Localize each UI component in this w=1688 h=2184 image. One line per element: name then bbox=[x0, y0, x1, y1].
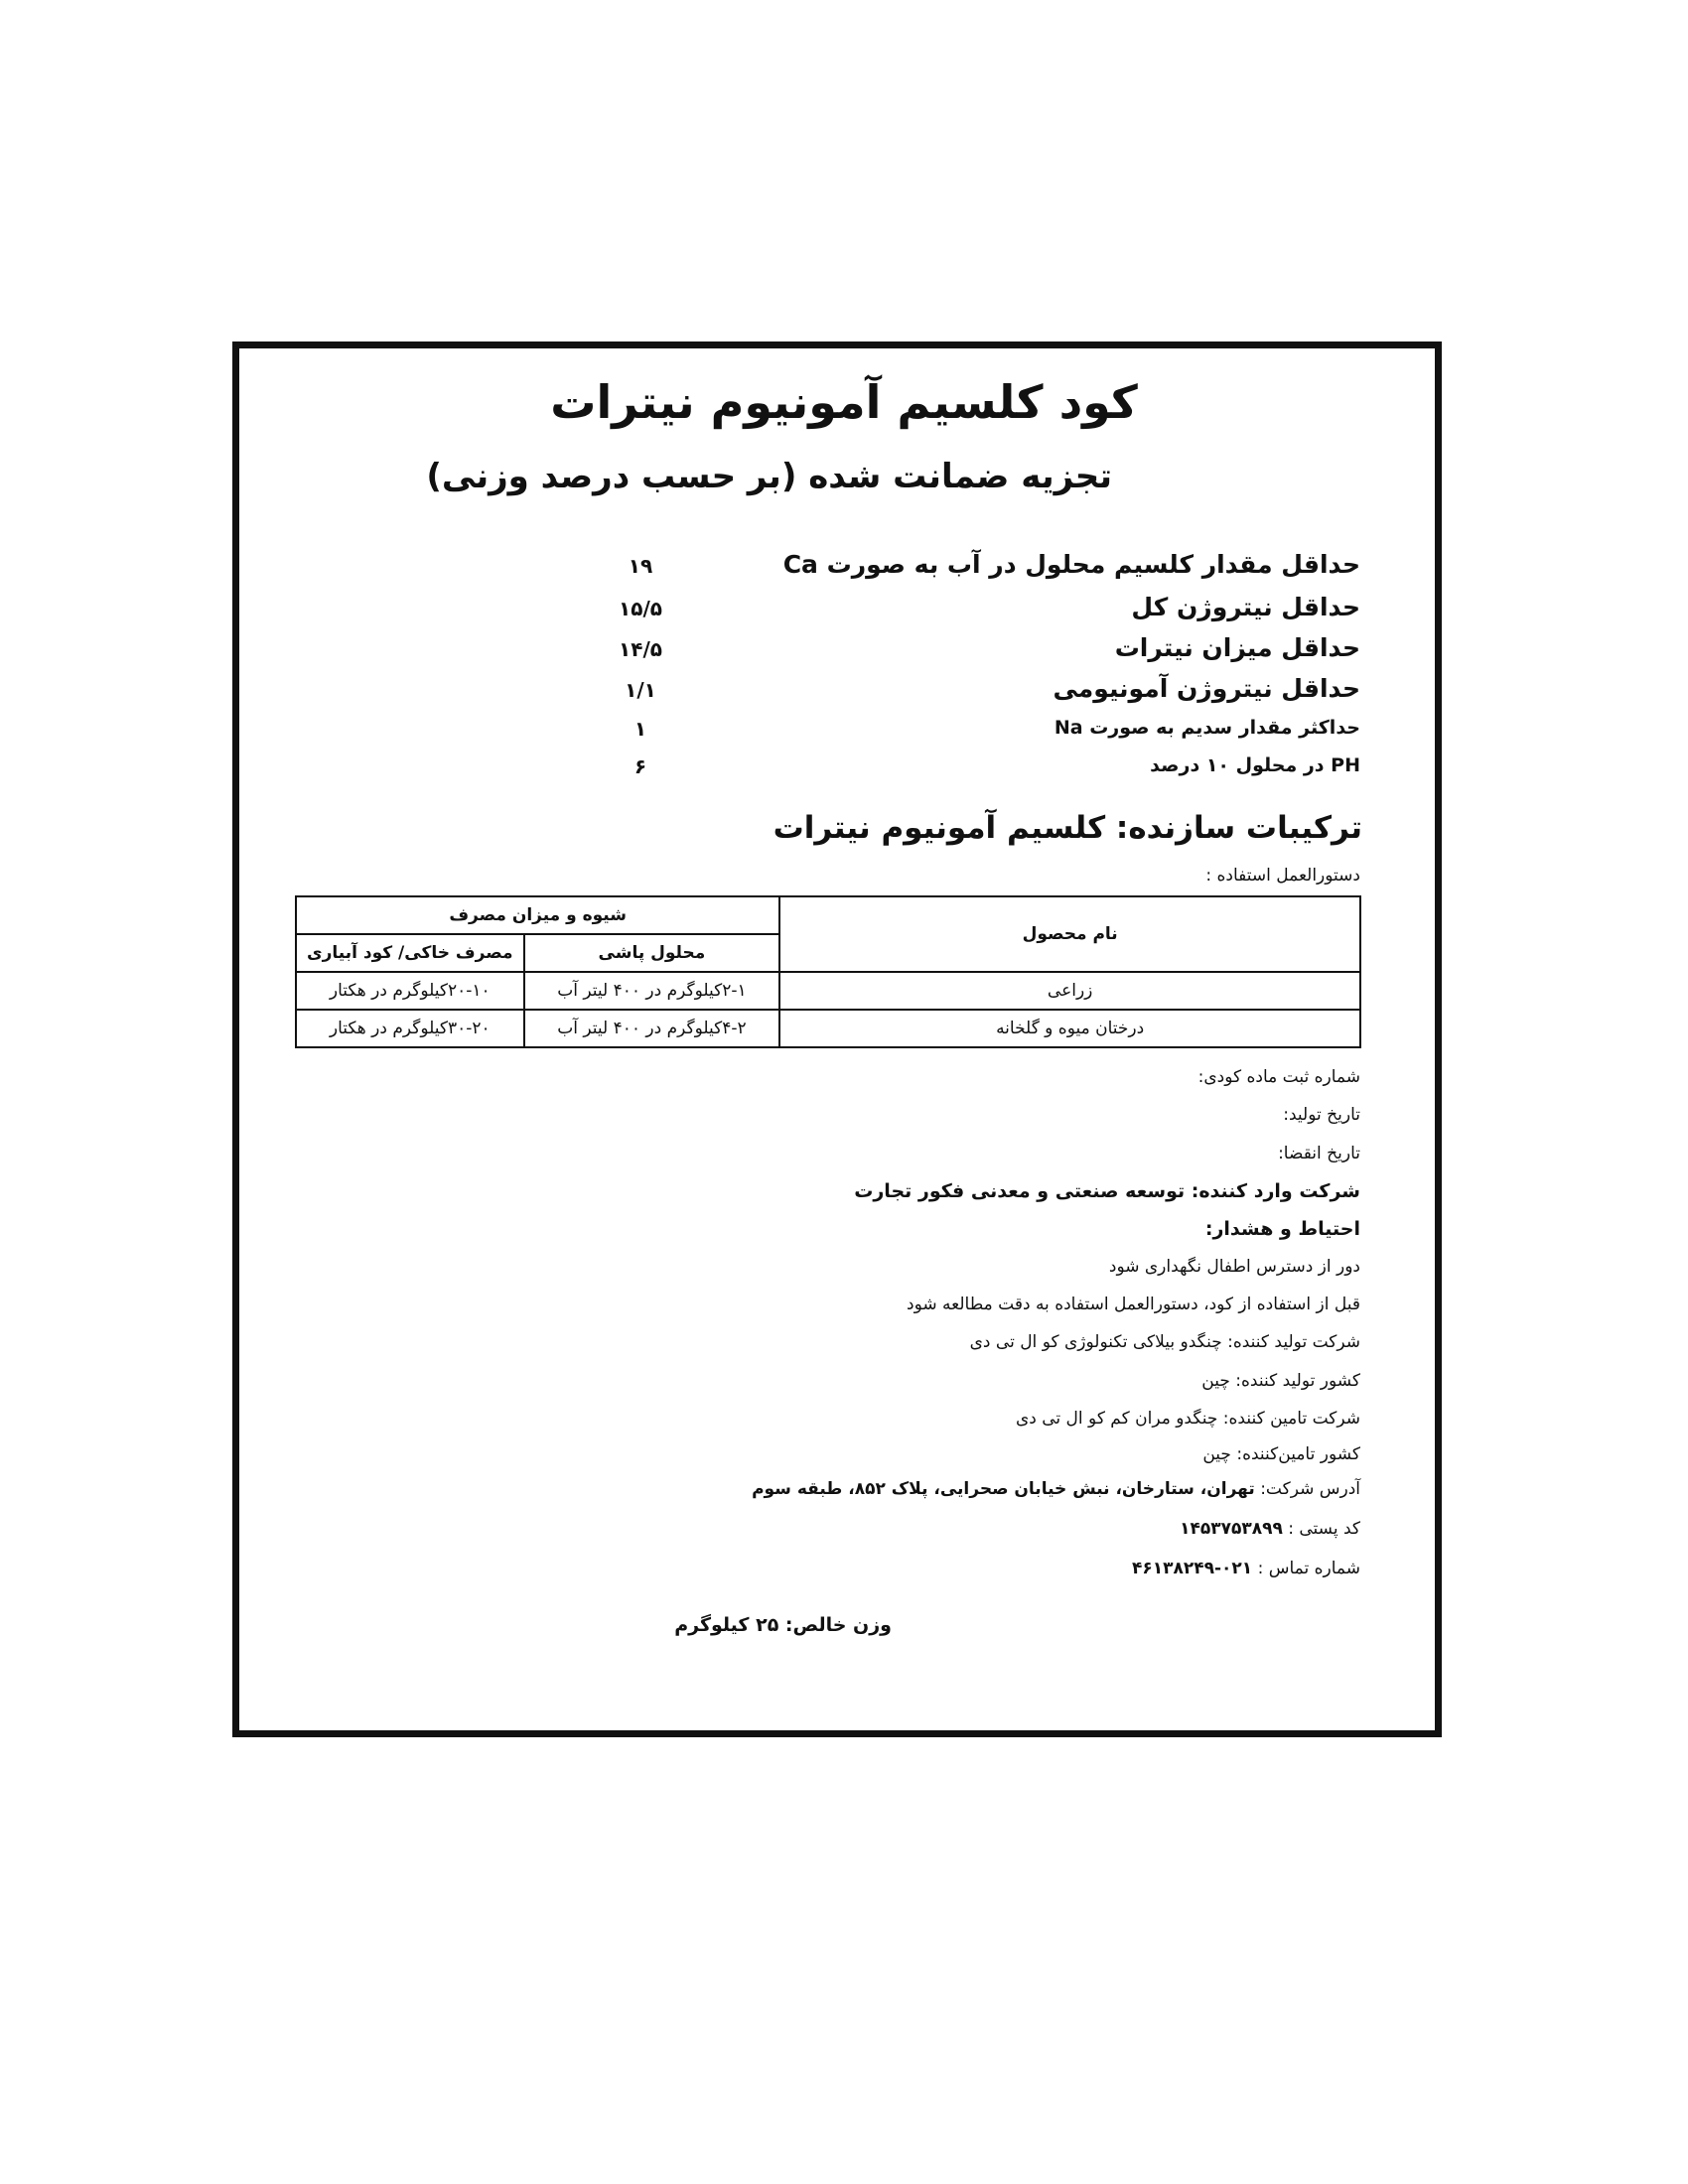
expiry-date: تاریخ انقضا: bbox=[1278, 1144, 1360, 1163]
product-header: نام محصول bbox=[779, 896, 1360, 972]
supplier: شرکت تامین کننده: چنگدو مران کم کو ال تی دی bbox=[1015, 1409, 1360, 1429]
caution-title: احتیاط و هشدار: bbox=[1204, 1218, 1360, 1240]
net-weight: وزن خالص: ۲۵ کیلوگرم bbox=[674, 1614, 892, 1636]
table-row bbox=[296, 972, 1360, 1010]
registration-number: شماره ثبت ماده کودی: bbox=[1197, 1067, 1360, 1087]
importer: شرکت وارد کننده: توسعه صنعتی و معدنی فکور تجارت bbox=[854, 1180, 1360, 1202]
phone-number bbox=[1132, 1559, 1360, 1578]
postal-label: کد پستی : bbox=[1282, 1519, 1360, 1539]
product-cell: درختان میوه و گلخانه bbox=[779, 1010, 1360, 1047]
soil-header: مصرف خاکی/ کود آبیاری bbox=[296, 934, 524, 972]
postal-code bbox=[1180, 1519, 1360, 1539]
composition: ترکیبات سازنده: کلسیم آمونیوم نیترات bbox=[773, 810, 1362, 846]
spec-label-total-nitrogen: حداقل نیتروژن کل bbox=[1131, 593, 1360, 621]
instructions-label: دستورالعمل استفاده : bbox=[1205, 866, 1360, 886]
spec-label-nitrate: حداقل میزان نیترات bbox=[1114, 633, 1360, 662]
spray-cell: ۴-۲کیلوگرم در ۴۰۰ لیتر آب bbox=[524, 1010, 780, 1047]
spec-label-ammonium-nitrogen: حداقل نیتروژن آمونیومی bbox=[1053, 674, 1360, 703]
production-date: تاریخ تولید: bbox=[1283, 1105, 1360, 1125]
spec-value-calcium: ۱۹ bbox=[628, 554, 653, 578]
spec-value-nitrate: ۱۴/۵ bbox=[619, 637, 662, 661]
guaranteed-analysis-heading: تجزیه ضمانت شده (بر حسب درصد وزنی) bbox=[426, 457, 1112, 496]
postal-value: ۱۴۵۳۷۵۳۸۹۹ bbox=[1180, 1519, 1283, 1539]
page-title: کود کلسیم آمونیوم نیترات bbox=[550, 375, 1138, 429]
caution-1: دور از دسترس اطفال نگهداری شود bbox=[1108, 1257, 1360, 1277]
phone-label: شماره تماس : bbox=[1252, 1559, 1360, 1578]
spray-cell: ۲-۱کیلوگرم در ۴۰۰ لیتر آب bbox=[524, 972, 780, 1010]
usage-table bbox=[295, 895, 1361, 1048]
spray-header: محلول پاشی bbox=[524, 934, 780, 972]
spec-label-sodium: حداکثر مقدار سدیم به صورت Na bbox=[1054, 717, 1360, 739]
manufacturer-country: کشور تولید کننده: چین bbox=[1201, 1371, 1360, 1391]
spec-label-ph: PH در محلول ۱۰ درصد bbox=[1150, 754, 1360, 776]
address-label: آدرس شرکت: bbox=[1254, 1479, 1360, 1499]
soil-cell: ۳۰-۲۰کیلوگرم در هکتار bbox=[296, 1010, 524, 1047]
table-header-row bbox=[296, 896, 1360, 934]
spec-value-ph: ۶ bbox=[633, 754, 647, 778]
spec-value-sodium: ۱ bbox=[633, 717, 647, 741]
supplier-country: کشور تامین‌کننده: چین bbox=[1202, 1444, 1360, 1464]
phone-value: ۰۲۱-۴۶۱۳۸۲۴۹ bbox=[1131, 1559, 1253, 1578]
address-value: تهران، ستارخان، نبش خیابان صحرایی، پلاک ۸۵۲، طبقه سوم bbox=[752, 1479, 1255, 1499]
spec-value-total-nitrogen: ۱۵/۵ bbox=[619, 597, 662, 620]
soil-cell: ۲۰-۱۰کیلوگرم در هکتار bbox=[296, 972, 524, 1010]
spec-value-ammonium-nitrogen: ۱/۱ bbox=[625, 678, 656, 702]
table-row bbox=[296, 1010, 1360, 1047]
product-cell: زراعی bbox=[779, 972, 1360, 1010]
method-header: شیوه و میزان مصرف bbox=[296, 896, 779, 934]
manufacturer: شرکت تولید کننده: چنگدو بیلاکی تکنولوژی کو ال تی دی bbox=[969, 1332, 1360, 1352]
caution-2: قبل از استفاده از کود، دستورالعمل استفاده به دقت مطالعه شود bbox=[907, 1295, 1360, 1314]
spec-label-calcium: حداقل مقدار کلسیم محلول در آب به صورت Ca bbox=[782, 550, 1360, 579]
company-address bbox=[752, 1479, 1360, 1499]
